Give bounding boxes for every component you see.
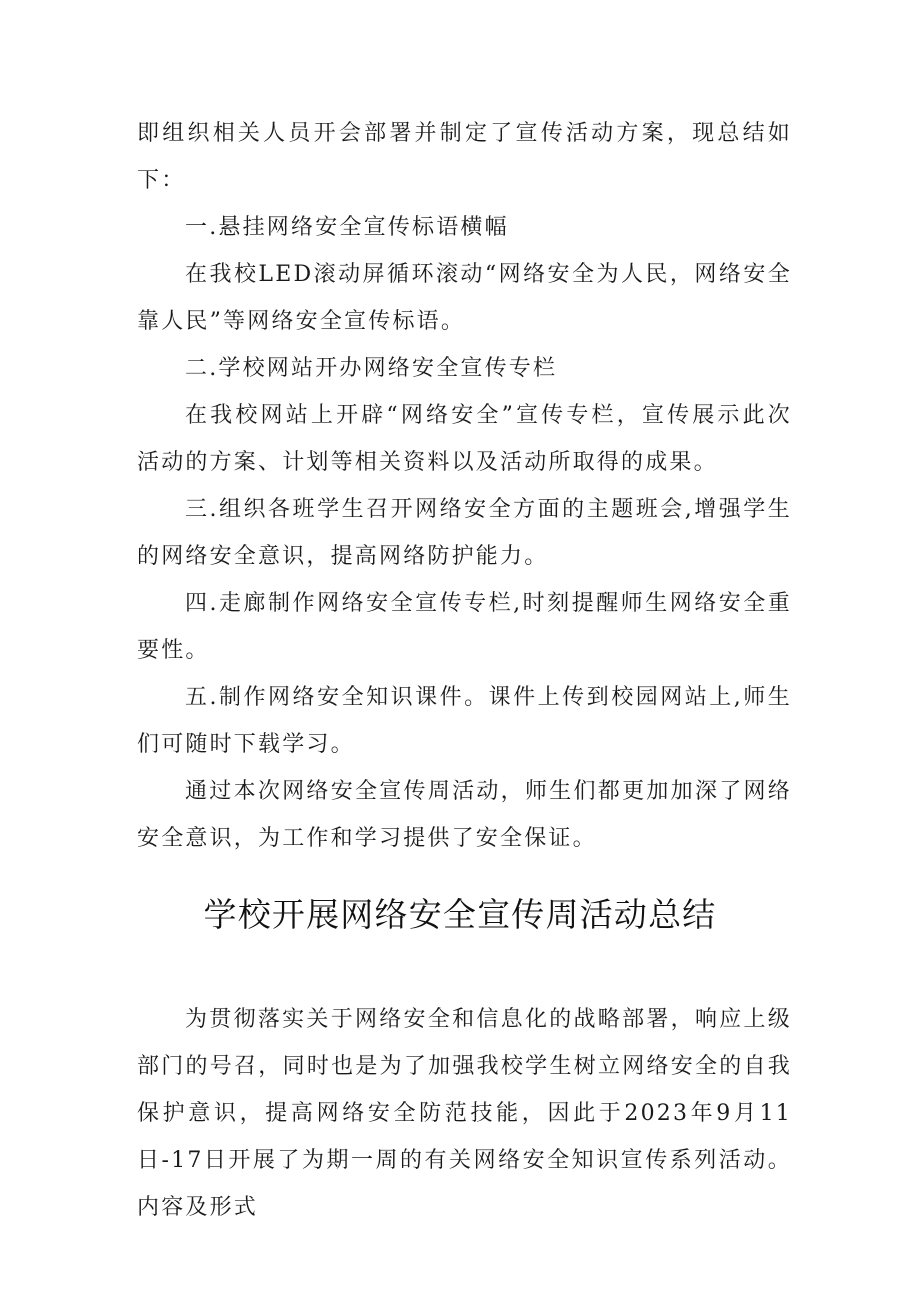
- section-heading-4: 四.走廊制作网络安全宣传专栏,时刻提醒师生网络安全重要性。: [137, 591, 792, 663]
- section-heading-2: 二.学校网站开办网络安全宣传专栏: [185, 356, 558, 381]
- new-section-body: [137, 996, 792, 1231]
- section-heading-5: 五.制作网络安全知识课件。课件上传到校园网站上,师生们可随时下载学习。: [137, 685, 792, 757]
- previous-section-body: [137, 110, 792, 862]
- closing-paragraph: 通过本次网络安全宣传周活动，师生们都更加加深了网络安全意识，为工作和学习提供了安全保证。: [137, 779, 792, 851]
- paragraph: 在我校LED滚动屏循环滚动“网络安全为人民，网络安全靠人民”等网络安全宣传标语。: [137, 262, 792, 334]
- paragraph: 在我校网站上开辟“网络安全”宣传专栏，宣传展示此次活动的方案、计划等相关资料以及活动所取得的成果。: [137, 403, 792, 475]
- paragraph-continuation: 即组织相关人员开会部署并制定了宣传活动方案，现总结如下：: [137, 121, 792, 193]
- document-title: 学校开展网络安全宣传周活动总结: [203, 895, 717, 934]
- section-heading-3: 三.组织各班学生召开网络安全方面的主题班会,增强学生的网络安全意识，提高网络防护能力。: [137, 497, 792, 569]
- section-heading-1: 一.悬挂网络安全宣传标语横幅: [185, 215, 509, 240]
- intro-paragraph: 为贯彻落实关于网络安全和信息化的战略部署，响应上级部门的号召，同时也是为了加强我校学生树立网络安全的自我保护意识，提高网络安全防范技能，因此于2023年9月11日-17日开展了为期一周的有关网络安全知识宣传系列活动。内容及形式: [137, 1007, 792, 1220]
